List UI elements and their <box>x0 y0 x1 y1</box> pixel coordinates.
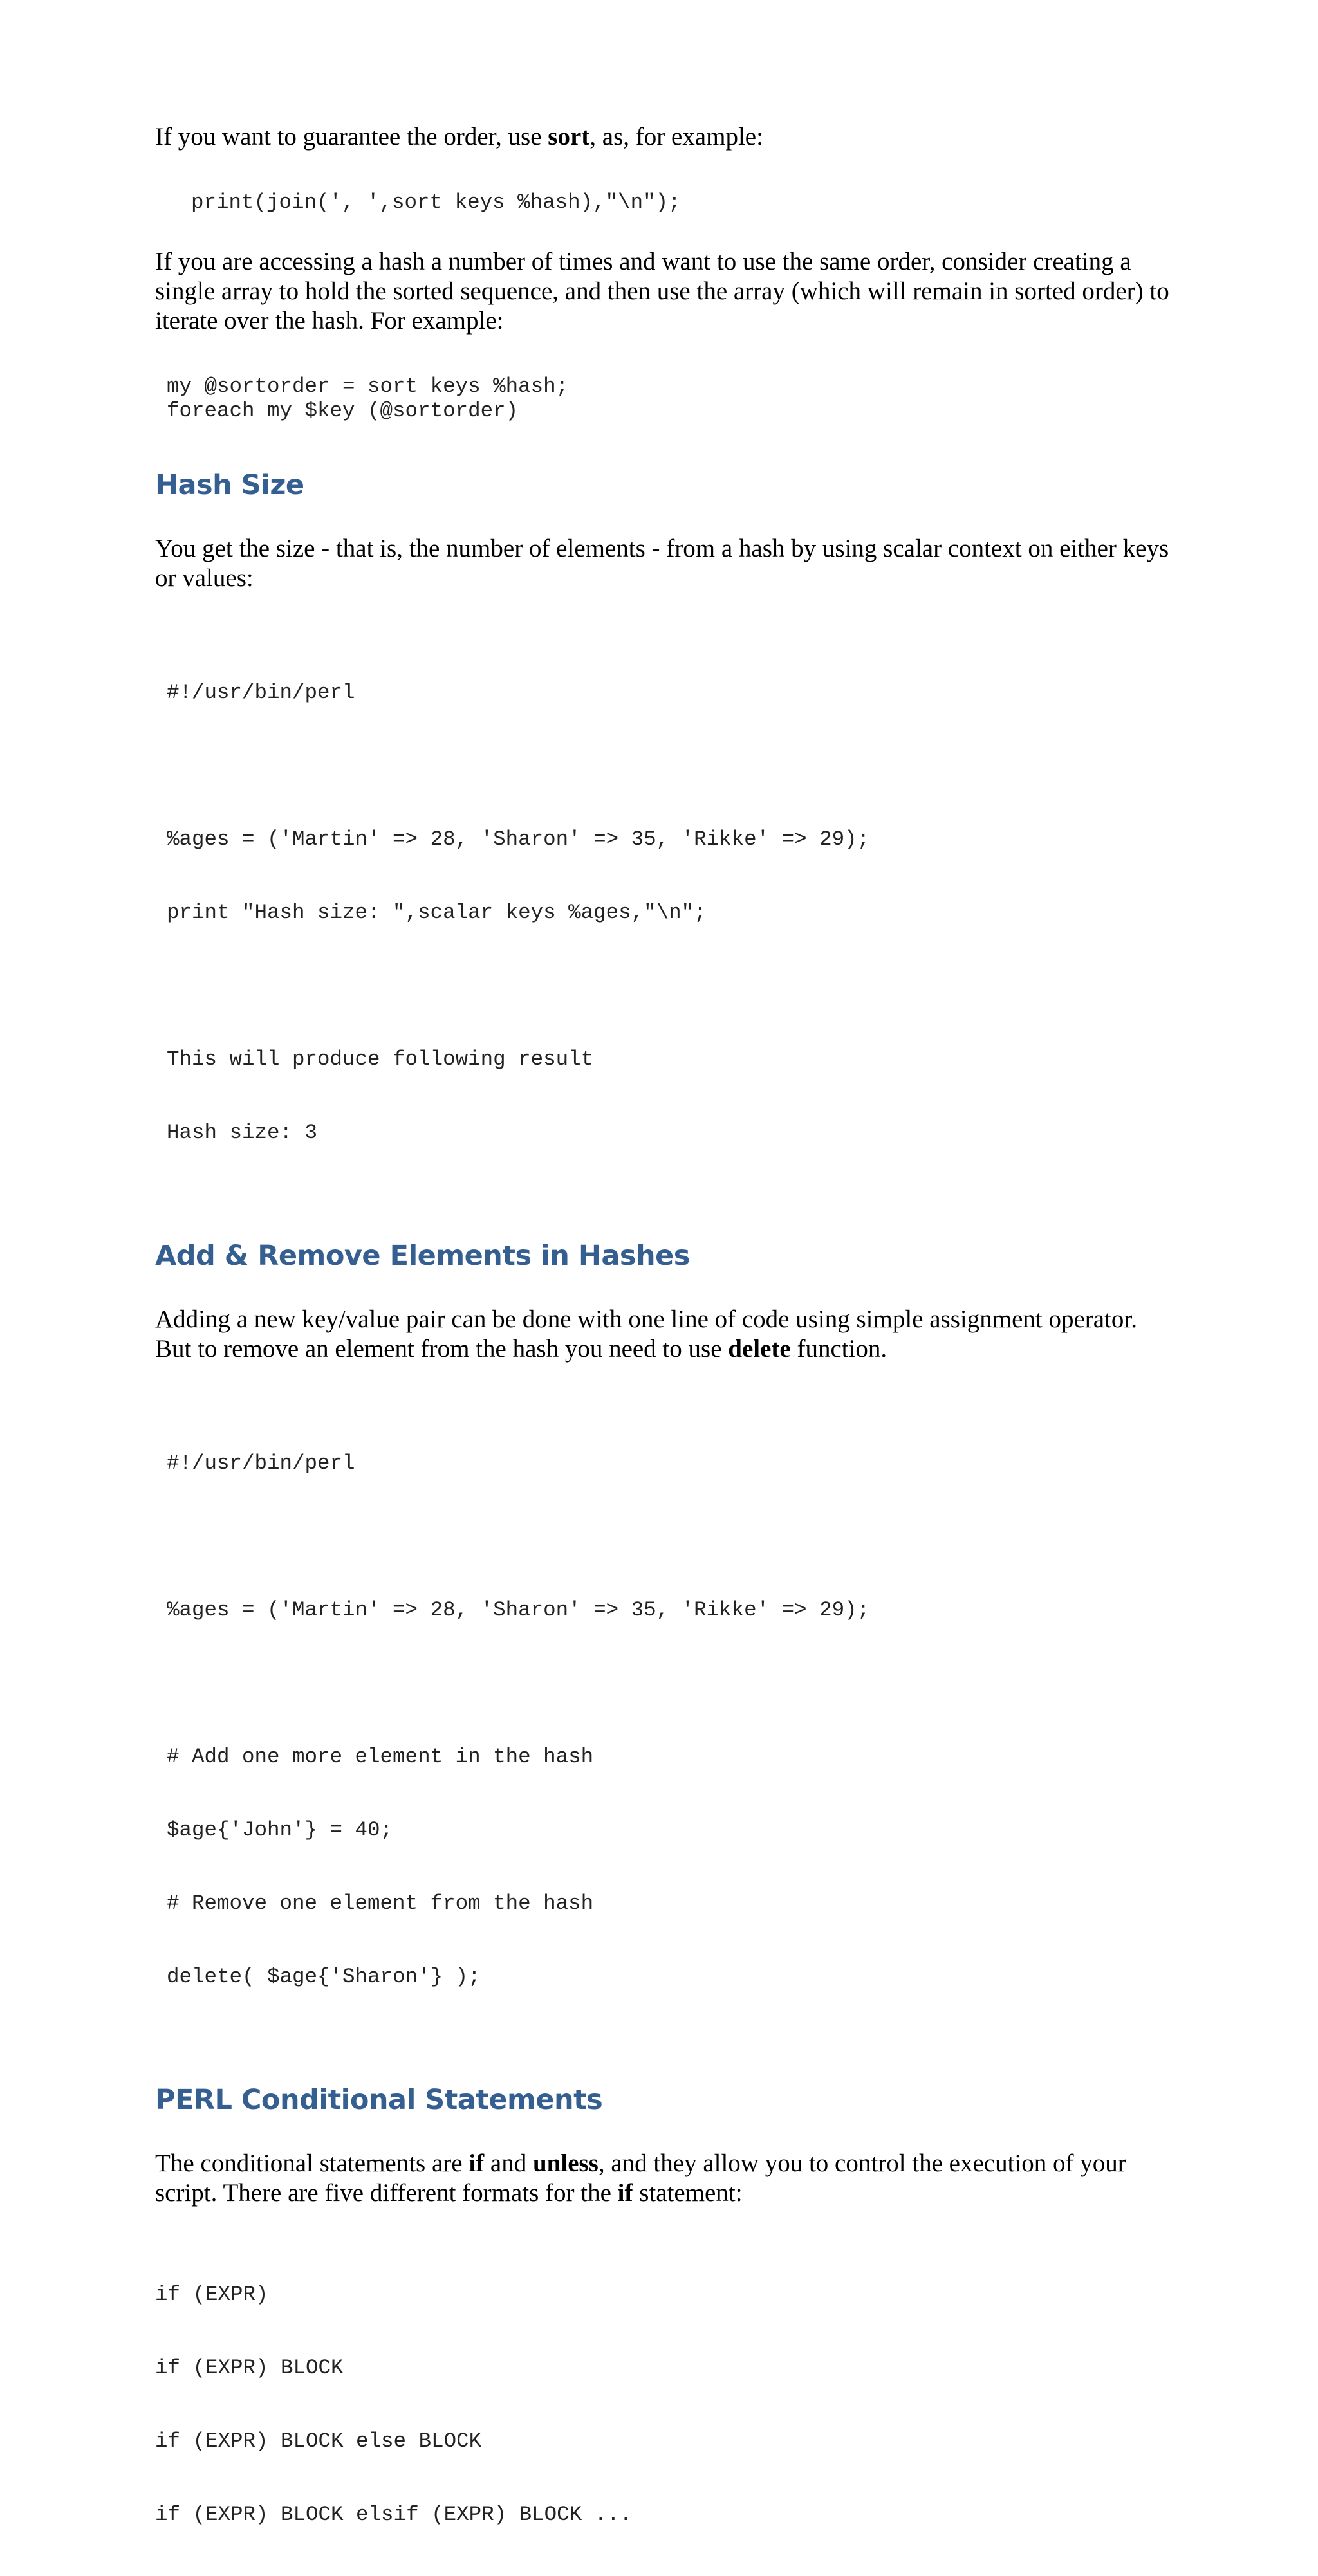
intro-text: If you want to guarantee the order, use <box>155 123 548 151</box>
code-block-add-remove <box>155 1403 1172 2038</box>
code-line: if (EXPR) BLOCK else BLOCK <box>155 2429 482 2453</box>
section-heading-conditional: PERL Conditional Statements <box>155 2084 603 2116</box>
conditional-text: The conditional statements are <box>155 2149 469 2177</box>
code-line: Hash size: 3 <box>167 1121 318 1145</box>
code-line: # Add one more element in the hash <box>167 1745 594 1769</box>
add-remove-text: function. <box>790 1335 887 1363</box>
conditional-bold-if: if <box>617 2179 633 2207</box>
code-line: # Remove one element from the hash <box>167 1891 594 1915</box>
conditional-paragraph <box>155 2149 1172 2208</box>
code-line: This will produce following result <box>167 1047 594 1071</box>
code-line: if (EXPR) BLOCK elsif (EXPR) BLOCK ... <box>155 2503 633 2526</box>
conditional-bold-if: if <box>469 2149 485 2177</box>
code-blank-line <box>167 1671 1172 1696</box>
conditional-text: statement: <box>633 2179 743 2207</box>
code-line: foreach my $key (@sortorder) <box>167 399 519 423</box>
conditional-bold-unless: unless <box>532 2149 599 2177</box>
conditional-text: and <box>484 2149 533 2177</box>
code-line: $age{'John'} = 40; <box>167 1818 393 1842</box>
section-heading-hash-size: Hash Size <box>155 469 304 501</box>
code-line: delete( $age{'Sharon'} ); <box>167 1965 481 1989</box>
intro-text: , as, for example: <box>589 123 763 151</box>
code-line: print "Hash size: ",scalar keys %ages,"\n"; <box>167 901 707 925</box>
code-blank-line <box>167 1525 1172 1549</box>
document-page <box>155 122 1172 2576</box>
code-line: %ages = ('Martin' => 28, 'Sharon' => 35, 'Rikke' => 29); <box>167 827 870 851</box>
section-heading-add-remove: Add & Remove Elements in Hashes <box>155 1240 690 1272</box>
code-line: if (EXPR) <box>155 2283 268 2306</box>
code-block-sortorder <box>155 374 1172 423</box>
intro-bold-sort: sort <box>548 123 590 151</box>
code-blank-line <box>167 974 1172 998</box>
add-remove-text: Adding a new key/value pair can be done with one line of code using simple assignment operator. But to remove an element from the hash you need to use <box>155 1305 1138 1363</box>
code-blank-line <box>167 754 1172 778</box>
code-line: my @sortorder = sort keys %hash; <box>167 374 569 398</box>
add-remove-bold-delete: delete <box>728 1335 791 1363</box>
code-line: #!/usr/bin/perl <box>167 1451 355 1475</box>
conditional-text: , and they allow you to control the execution of your script. There are five different formats for the <box>155 2149 1126 2207</box>
add-remove-paragraph <box>155 1305 1172 1364</box>
code-line: #!/usr/bin/perl <box>167 681 355 704</box>
hash-size-paragraph: You get the size - that is, the number of elements - from a hash by using scalar context on either keys or values: <box>155 535 1169 592</box>
code-line: %ages = ('Martin' => 28, 'Sharon' => 35, 'Rikke' => 29); <box>167 1598 870 1622</box>
intro-paragraph-2: If you are accessing a hash a number of times and want to use the same order, consider creating a single array to hold the sorted sequence, and then use the array (which will remain in sorted order) to iterate over the hash. For example: <box>155 248 1169 335</box>
code-block-conditional <box>155 2234 1172 2576</box>
code-block-hash-size <box>155 632 1172 1194</box>
code-line: if (EXPR) BLOCK <box>155 2356 344 2380</box>
intro-paragraph-1 <box>155 122 1172 152</box>
code-block-print: print(join(', ',sort keys %hash),"\n"); <box>191 190 681 214</box>
